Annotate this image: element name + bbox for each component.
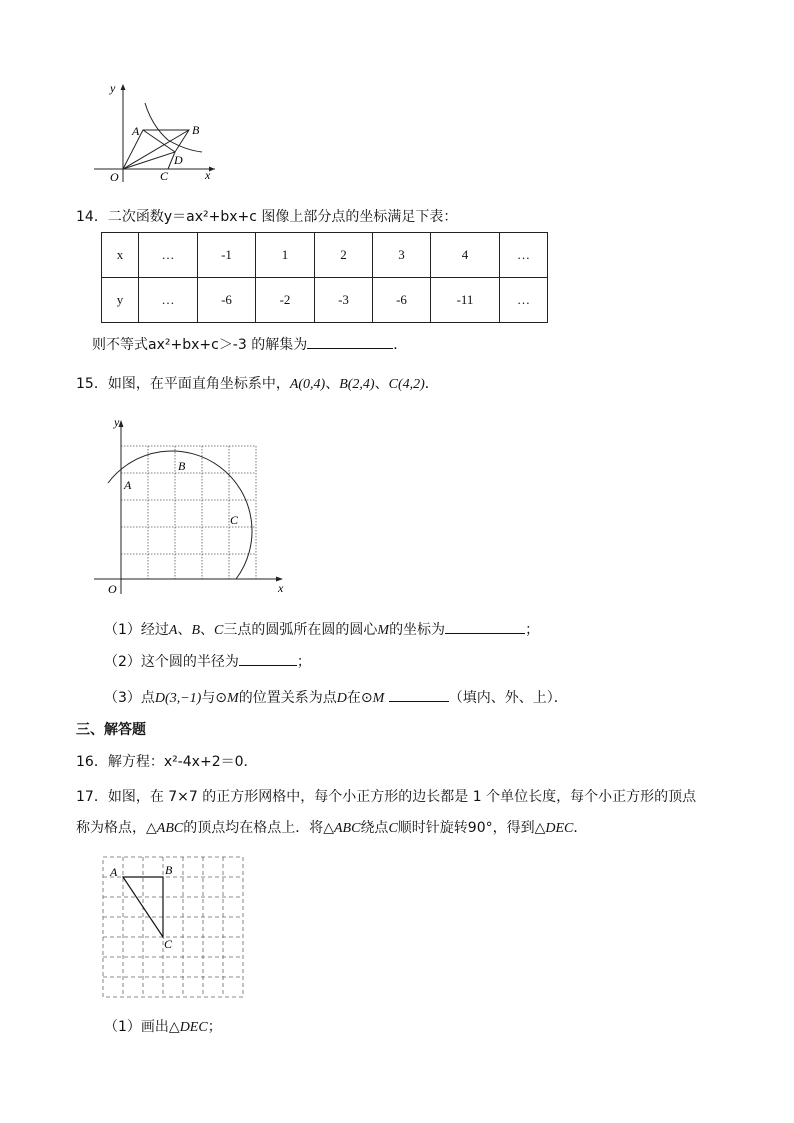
table-cell: … bbox=[500, 233, 548, 278]
q15-p2-answer-blank[interactable] bbox=[239, 651, 297, 666]
section-heading: 三、解答题 bbox=[76, 722, 146, 738]
fig15-c-label: C bbox=[230, 513, 239, 527]
q16-text: 解方程：x²-4x+2＝0． bbox=[107, 754, 258, 770]
q14-stem-text: 二次函数y＝ax²+bx+c 图像上部分点的坐标满足下表： bbox=[107, 209, 458, 225]
table-cell: … bbox=[139, 278, 198, 323]
separator: 、 bbox=[200, 622, 215, 638]
triangle-abc: △ABC bbox=[323, 821, 361, 836]
table-cell: -11 bbox=[431, 278, 500, 323]
fig13-c-label: C bbox=[160, 169, 169, 183]
triangle-abc: △ABC bbox=[146, 821, 184, 836]
point-c: C bbox=[214, 623, 224, 638]
q15-number: 15． bbox=[76, 376, 108, 392]
point-d: D(3,−1) bbox=[154, 691, 202, 706]
point-m: M bbox=[372, 691, 385, 706]
fig17-c-label: C bbox=[164, 937, 173, 951]
q16-number: 16． bbox=[76, 754, 108, 770]
q15-stem bbox=[76, 374, 439, 395]
separator: 、 bbox=[325, 376, 340, 392]
q17-text: ． bbox=[573, 820, 588, 836]
q15-p3-text: （3）点 bbox=[104, 690, 155, 706]
table-cell: -6 bbox=[373, 278, 431, 323]
q15-p1-text: （1）经过 bbox=[104, 622, 169, 638]
triangle-dec: △DEC bbox=[534, 821, 574, 836]
point-d: D bbox=[336, 691, 347, 706]
q15-point-c: C(4,2) bbox=[388, 377, 425, 392]
q15-point-b: B(2,4) bbox=[339, 377, 375, 392]
q15-p1-answer-blank[interactable] bbox=[445, 619, 525, 634]
q17-p1-end: ； bbox=[207, 1019, 222, 1035]
q17-text: 绕点 bbox=[360, 820, 389, 836]
q14-number: 14． bbox=[76, 209, 108, 225]
table-row-y bbox=[102, 278, 548, 323]
separator: 、 bbox=[374, 376, 389, 392]
fig13-o-label: O bbox=[110, 170, 119, 184]
q15-p2-text: （2）这个圆的半径为 bbox=[104, 654, 239, 670]
q14-end: ． bbox=[393, 337, 408, 353]
separator: 、 bbox=[177, 622, 192, 638]
fig17-a-label: A bbox=[110, 865, 118, 879]
q14-ask-text: 则不等式ax²+bx+c＞-3 的解集为 bbox=[92, 337, 308, 353]
fig13-x-label: x bbox=[205, 168, 211, 182]
table-cell: x bbox=[102, 233, 139, 278]
fig15-a-label: A bbox=[124, 478, 132, 492]
fig15-b-label: B bbox=[178, 459, 186, 473]
q15-p3-answer-blank[interactable] bbox=[389, 687, 449, 702]
point-m: M bbox=[227, 691, 239, 706]
table-cell: 1 bbox=[256, 233, 315, 278]
q14-ask bbox=[92, 334, 407, 355]
q15-p3-text: 的位置关系为点 bbox=[238, 690, 337, 706]
q17-text: 的顶点均在格点上．将 bbox=[183, 820, 324, 836]
table-cell: y bbox=[102, 278, 139, 323]
table-cell: -2 bbox=[256, 278, 315, 323]
fig13-a-label: A bbox=[132, 124, 140, 138]
q15-p3-text: 与⊙ bbox=[201, 690, 228, 706]
fig15-y-label: y bbox=[114, 415, 120, 429]
q17-line2 bbox=[76, 818, 587, 839]
table-cell: 3 bbox=[373, 233, 431, 278]
q17-text: 称为格点， bbox=[76, 820, 146, 836]
q17-number: 17． bbox=[76, 789, 108, 805]
q15-point-a: A(0,4) bbox=[289, 377, 326, 392]
q15-p3-text: （填内、外、上）． bbox=[448, 690, 568, 706]
q15-p3-text: 在⊙ bbox=[346, 690, 373, 706]
q17-p1-text: （1）画出 bbox=[104, 1019, 169, 1035]
table-cell: … bbox=[139, 233, 198, 278]
triangle-dec: △DEC bbox=[168, 1020, 208, 1035]
fig15-x-label: x bbox=[278, 581, 284, 595]
fig17-b-label: B bbox=[165, 863, 173, 877]
fig15-o-label: O bbox=[108, 582, 117, 596]
q15-part1 bbox=[104, 619, 539, 641]
point-b: B bbox=[191, 623, 201, 638]
q15-p1-text: 的坐标为 bbox=[389, 622, 446, 638]
q15-figure bbox=[86, 412, 296, 602]
q17-text: 如图，在 7×7 的正方形网格中，每个小正方形的边长都是 1 个单位长度，每个小正方形的顶点 bbox=[107, 789, 697, 805]
q15-p1-text: 三点的圆弧所在圆的圆心 bbox=[223, 622, 378, 638]
q13-figure bbox=[90, 78, 220, 186]
table-cell: … bbox=[500, 278, 548, 323]
table-cell: 2 bbox=[315, 233, 373, 278]
table-cell: -6 bbox=[198, 278, 256, 323]
q17-grid-figure bbox=[98, 852, 248, 1002]
q15-part3 bbox=[104, 687, 568, 709]
table-cell: -1 bbox=[198, 233, 256, 278]
q14-value-table bbox=[101, 232, 548, 323]
q15-part2 bbox=[104, 651, 311, 672]
fig13-d-label: D bbox=[174, 153, 183, 167]
q17-part1 bbox=[104, 1017, 222, 1038]
q15-stem-text: 如图，在平面直角坐标系中， bbox=[107, 376, 290, 392]
point-a: A bbox=[168, 623, 178, 638]
q15-p2-end: ； bbox=[296, 654, 311, 670]
point-m: M bbox=[377, 623, 390, 638]
q17-line1 bbox=[76, 787, 696, 807]
q14-stem bbox=[76, 207, 457, 227]
table-cell: -3 bbox=[315, 278, 373, 323]
fig13-y-label: y bbox=[110, 81, 116, 95]
q17-text: 顺时针旋转90°，得到 bbox=[397, 820, 535, 836]
table-row-x bbox=[102, 233, 548, 278]
q15-end: ． bbox=[424, 376, 439, 392]
q15-p1-end: ； bbox=[525, 622, 540, 638]
q14-answer-blank[interactable] bbox=[307, 334, 393, 349]
fig13-b-label: B bbox=[192, 123, 200, 137]
table-cell: 4 bbox=[431, 233, 500, 278]
q16 bbox=[76, 752, 258, 772]
point-c: C bbox=[388, 821, 398, 836]
